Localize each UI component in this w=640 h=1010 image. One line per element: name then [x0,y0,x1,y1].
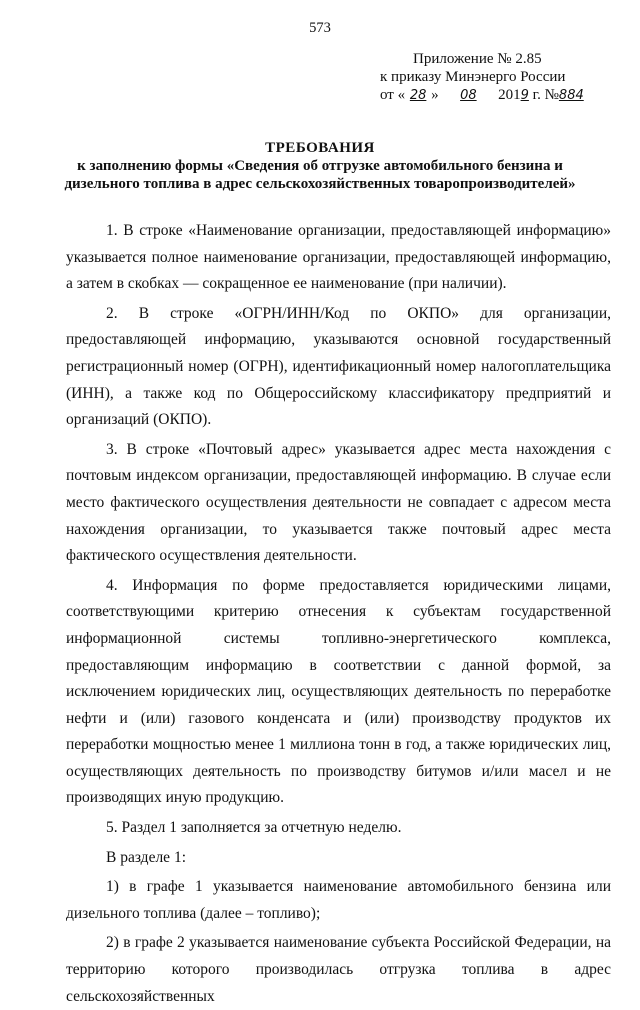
annex-title: Приложение № 2.85 [413,51,542,67]
paragraph-4: 4. Информация по форме предоставляется юридическими лицами, соответствующими критерию отнесения к субъектам государственной информационной системы топливно-энергетического комплекса, предоставляющим информацию в соответствии с данной формой, за исключением юридических лиц, осуществляющих деятельность по переработке нефти и (или) газового конденсата и (или) производству продуктов их переработки мощностью менее 1 миллиона тонн в год, а также юридических лиц, осуществляющих деятельность по производству битумов и/или масел и не производящих иную продукцию. [66,576,611,807]
paragraph-5: 5. Раздел 1 заполняется за отчетную неделю. [106,819,402,837]
document-body [66,218,611,1010]
paragraph-3: 3. В строке «Почтовый адрес» указывается адрес места нахождения с почтовым индексом организации, предоставляющей информацию. В случае если место фактического осуществления деятельности не совпадает с адресом места нахождения организации, то указывается также почтовый адрес места фактического осуществления деятельности. [66,440,611,565]
annex-from-prefix: от « [380,87,406,103]
paragraph-2: 2. В строке «ОГРН/ИНН/Код по ОКПО» для организации, предоставляющей информацию, указываются основной государственный регистрационный номер (ОГРН), идентификационный номер налогоплательщика (ИНН), а также код по Общероссийскому классификатору предприятий и организаций (ОКПО). [66,304,611,429]
paragraph-item-1: 1) в графе 1 указывается наименование автомобильного бензина или дизельного топлива (далее – топливо); [66,878,611,922]
annex-year-prefix: 201 [498,87,521,103]
title-main: ТРЕБОВАНИЯ [265,140,375,156]
annex-quote-close: » [431,87,439,103]
annex-date-line [380,86,610,105]
document-title [0,139,640,193]
handwritten-order-number: 884 [558,88,584,103]
annex-block [380,50,610,105]
title-subtitle-line-1: к заполнению формы «Сведения об отгрузке автомобильного бензина и [77,158,563,174]
handwritten-day: 28 [409,88,427,103]
handwritten-month: 08 [460,88,477,103]
annex-year-suffix: г. № [528,87,559,103]
paragraph-item-2: 2) в графе 2 указывается наименование субъекта Российской Федерации, на территорию которого производилась отгрузка топлива в адрес сельскохозяйственных [66,934,611,1005]
paragraph-1: 1. В строке «Наименование организации, предоставляющей информацию» указывается полное наименование организации, предоставляющей информацию, а затем в скобках — сокращенное ее наименование (при наличии). [66,222,611,293]
title-subtitle-line-2: дизельного топлива в адрес сельскохозяйственных товаропроизводителей» [64,176,576,192]
page-number: 573 [309,20,331,36]
handwritten-year-digit: 9 [520,88,529,103]
annex-order-ref: к приказу Минэнерго России [380,69,566,85]
paragraph-section-1-intro: В разделе 1: [106,848,186,866]
